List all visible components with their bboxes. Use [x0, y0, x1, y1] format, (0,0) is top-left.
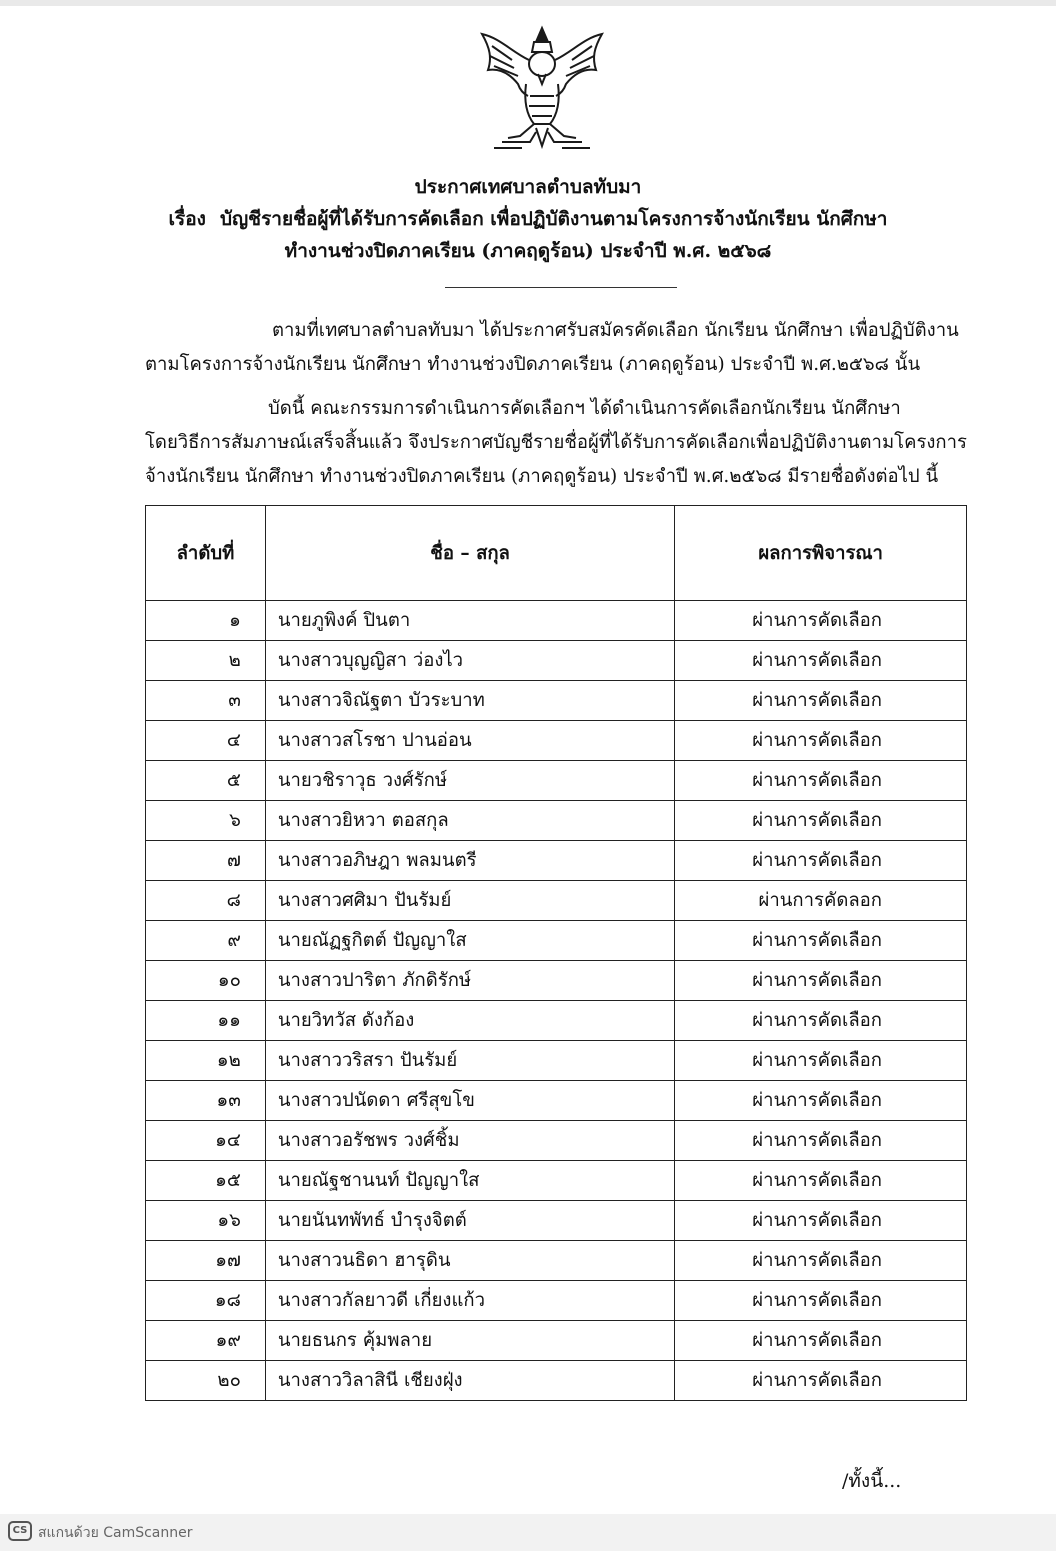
org-title: ประกาศเทศบาลตำบลทับมา [414, 176, 642, 198]
table-row [146, 601, 967, 641]
row-number: ๑๘ [146, 1281, 266, 1321]
table-row [146, 1161, 967, 1201]
row-name: นายนันทพัทธ์ บำรุงจิตต์ [265, 1201, 674, 1241]
row-number: ๘ [146, 881, 266, 921]
garuda-emblem-icon [472, 24, 612, 154]
row-result: ผ่านการคัดเลือก [675, 1121, 967, 1161]
table-header-row [146, 506, 967, 601]
table-row [146, 1121, 967, 1161]
table-row [146, 1081, 967, 1121]
row-result: ผ่านการคัดเลือก [675, 1081, 967, 1121]
row-result: ผ่านการคัดเลือก [675, 841, 967, 881]
subject-line-2: ทำงานช่วงปิดภาคเรียน (ภาคฤดูร้อน) ประจำปี พ.ศ. ๒๕๖๘ [284, 240, 772, 262]
table-row [146, 881, 967, 921]
row-number: ๑๔ [146, 1121, 266, 1161]
row-result: ผ่านการคัดเลือก [675, 1001, 967, 1041]
row-result: ผ่านการคัดเลือก [675, 921, 967, 961]
row-name: นางสาวอรัชพร วงศ์ชิ้ม [265, 1121, 674, 1161]
subject-text-1: บัญชีรายชื่อผู้ที่ได้รับการคัดเลือก เพื่อปฏิบัติงานตามโครงการจ้างนักเรียน นักศึกษา [219, 208, 888, 230]
row-name: นางสาวอภิษฎา พลมนตรี [265, 841, 674, 881]
table-row [146, 1241, 967, 1281]
row-number: ๑๗ [146, 1241, 266, 1281]
row-name: นางสาวศศิมา ปันรัมย์ [265, 881, 674, 921]
paragraph-1-line-2: ตามโครงการจ้างนักเรียน นักศึกษา ทำงานช่วงปิดภาคเรียน (ภาคฤดูร้อน) ประจำปี พ.ศ.๒๕๖๘ นั้น [145, 354, 921, 375]
table-row [146, 921, 967, 961]
paragraph-2-line-3: จ้างนักเรียน นักศึกษา ทำงานช่วงปิดภาคเรียน (ภาคฤดูร้อน) ประจำปี พ.ศ.๒๕๖๘ มีรายชื่อดังต่อไป นี้ [145, 466, 939, 487]
row-name: นายณัฏฐกิตต์ ปัญญาใส [265, 921, 674, 961]
row-number: ๖ [146, 801, 266, 841]
row-number: ๒ [146, 641, 266, 681]
row-number: ๑๒ [146, 1041, 266, 1081]
row-number: ๔ [146, 721, 266, 761]
continuation-note: /ทั้งนี้... [842, 1470, 902, 1492]
row-name: นายวิทวัส ดังก้อง [265, 1001, 674, 1041]
table-row [146, 761, 967, 801]
table-row [146, 1041, 967, 1081]
row-number: ๗ [146, 841, 266, 881]
table-row [146, 841, 967, 881]
row-name: นางสาวยิหวา ตอสกุล [265, 801, 674, 841]
row-result: ผ่านการคัดเลือก [675, 681, 967, 721]
table-row [146, 681, 967, 721]
row-name: นายณัฐชานนท์ ปัญญาใส [265, 1161, 674, 1201]
row-name: นางสาวจิณัฐตา บัวระบาท [265, 681, 674, 721]
table-body [146, 601, 967, 1401]
row-number: ๑๓ [146, 1081, 266, 1121]
table-row [146, 1281, 967, 1321]
header-name: ชื่อ – สกุล [265, 506, 674, 601]
row-result: ผ่านการคัดเลือก [675, 1201, 967, 1241]
row-number: ๑ [146, 601, 266, 641]
row-number: ๑๐ [146, 961, 266, 1001]
row-result: ผ่านการคัดเลือก [675, 1281, 967, 1321]
table-row [146, 721, 967, 761]
subject-line-1 [0, 204, 1056, 234]
table-row [146, 961, 967, 1001]
row-name: นางสาวปาริตา ภักดิรักษ์ [265, 961, 674, 1001]
table-row [146, 1361, 967, 1401]
row-result: ผ่านการคัดเลือก [675, 801, 967, 841]
paragraph-1-line-1: ตามที่เทศบาลตำบลทับมา ได้ประกาศรับสมัครคัดเลือก นักเรียน นักศึกษา เพื่อปฏิบัติงาน [272, 320, 959, 341]
row-result: ผ่านการคัดเลือก [675, 1161, 967, 1201]
row-name: นางสาววริสรา ปันรัมย์ [265, 1041, 674, 1081]
table-row [146, 1321, 967, 1361]
table-row [146, 641, 967, 681]
row-number: ๑๖ [146, 1201, 266, 1241]
row-number: ๕ [146, 761, 266, 801]
row-result: ผ่านการคัดเลือก [675, 961, 967, 1001]
row-result: ผ่านการคัดเลือก [675, 1361, 967, 1401]
results-table [145, 505, 967, 1401]
camscanner-logo-icon: CS [8, 1521, 32, 1541]
row-name: นางสาววิลาสินี เชียงฝุ่ง [265, 1361, 674, 1401]
scanner-caption: สแกนด้วย CamScanner [38, 1525, 193, 1541]
title-divider [445, 287, 677, 288]
subject-label: เรื่อง [168, 208, 206, 230]
row-number: ๑๕ [146, 1161, 266, 1201]
paragraph-2-line-1: บัดนี้ คณะกรรมการดำเนินการคัดเลือกฯ ได้ดำเนินการคัดเลือกนักเรียน นักศึกษา [268, 398, 901, 419]
row-name: นางสาวกัลยาวดี เกี่ยงแก้ว [265, 1281, 674, 1321]
row-name: นางสาวนธิดา ฮารุดิน [265, 1241, 674, 1281]
row-result: ผ่านการคัดลอก [675, 881, 967, 921]
page-top-edge [0, 0, 1056, 6]
row-result: ผ่านการคัดเลือก [675, 601, 967, 641]
row-result: ผ่านการคัดเลือก [675, 641, 967, 681]
row-number: ๙ [146, 921, 266, 961]
row-result: ผ่านการคัดเลือก [675, 721, 967, 761]
row-number: ๒๐ [146, 1361, 266, 1401]
row-name: นายวชิราวุธ วงศ์รักษ์ [265, 761, 674, 801]
header-order: ลำดับที่ [146, 506, 266, 601]
row-result: ผ่านการคัดเลือก [675, 761, 967, 801]
row-number: ๑๑ [146, 1001, 266, 1041]
row-name: นางสาวสโรชา ปานอ่อน [265, 721, 674, 761]
row-name: นายธนกร คุ้มพลาย [265, 1321, 674, 1361]
row-result: ผ่านการคัดเลือก [675, 1241, 967, 1281]
row-result: ผ่านการคัดเลือก [675, 1321, 967, 1361]
header-result: ผลการพิจารณา [675, 506, 967, 601]
row-result: ผ่านการคัดเลือก [675, 1041, 967, 1081]
row-name: นางสาวปนัดดา ศรีสุขโข [265, 1081, 674, 1121]
paragraph-2-line-2: โดยวิธีการสัมภาษณ์เสร็จสิ้นแล้ว จึงประกาศบัญชีรายชื่อผู้ที่ได้รับการคัดเลือกเพื่อปฏิบัติงานตามโครงการ [145, 432, 967, 453]
row-name: นายภูพิงค์ ปินตา [265, 601, 674, 641]
row-number: ๑๙ [146, 1321, 266, 1361]
table-row [146, 1201, 967, 1241]
row-number: ๓ [146, 681, 266, 721]
row-name: นางสาวบุญญิสา ว่องไว [265, 641, 674, 681]
table-row [146, 1001, 967, 1041]
table-row [146, 801, 967, 841]
